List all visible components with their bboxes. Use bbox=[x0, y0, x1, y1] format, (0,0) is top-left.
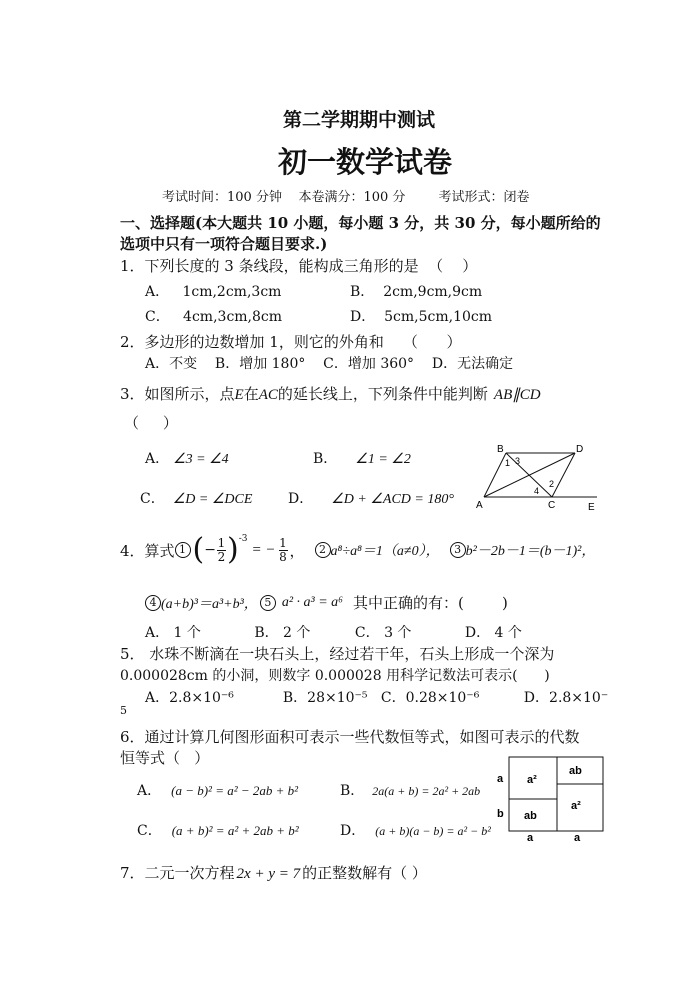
q5-options: A．2.8×10⁻⁶ B．28×10⁻⁵ C．0.28×10⁻⁶ D．2.8×10⁻ bbox=[145, 690, 609, 706]
exam-subtitle: 第二学期期中测试 bbox=[283, 109, 436, 131]
angle-4: 4 bbox=[534, 486, 540, 496]
line-dc bbox=[552, 453, 575, 497]
q1-option-d: D． 5cm,5cm,10cm bbox=[350, 309, 493, 325]
cell-a2-right: a² bbox=[571, 800, 581, 812]
cell-ab-top: ab bbox=[569, 765, 582, 777]
q6-line2: 恒等式（ ） bbox=[120, 749, 210, 767]
cell-a2-top: a² bbox=[527, 774, 537, 786]
q6-option-d: D． (a + b)(a − b) = a² − b² bbox=[340, 823, 491, 839]
q6-option-b: B． 2a(a + b) = 2a² + 2ab bbox=[340, 783, 481, 799]
circle-1: 1 bbox=[175, 542, 191, 558]
circle-5: 5 bbox=[260, 595, 276, 611]
q6-line1: 6．通过计算几何图形面积可表示一些代数恒等式，如图可表示的代数 bbox=[120, 728, 580, 746]
q4-stem-line2: 4 (a+b)³＝a³+b³， 5 a² · a³ = a⁶ 其中正确的有：( ) bbox=[145, 592, 508, 613]
q3-option-b: B． ∠1 = ∠2 bbox=[313, 451, 411, 467]
q3-parallelogram-figure bbox=[472, 440, 602, 516]
exam-title: 初一数学试卷 bbox=[278, 145, 453, 179]
side-a: a bbox=[497, 773, 504, 785]
q5-wrap: 5 bbox=[120, 704, 127, 717]
label-d: D bbox=[576, 444, 584, 455]
q6-option-a: A． (a − b)² = a² − 2ab + b² bbox=[137, 783, 299, 799]
label-c: C bbox=[548, 500, 556, 511]
section-heading-line2: 选项中只有一项符合题目要求.) bbox=[120, 235, 328, 253]
section-heading-line1: 一、选择题(本大题共 10 小题，每小题 3 分，共 30 分，每小题所给的 bbox=[120, 214, 601, 232]
q3-option-c: C． ∠D = ∠DCE bbox=[140, 491, 253, 507]
q4-options: A． 1 个 B． 2 个 C． 3 个 D． 4 个 bbox=[145, 625, 522, 641]
line-ab bbox=[484, 453, 506, 497]
q3-option-d: D． ∠D + ∠ACD = 180° bbox=[288, 491, 454, 507]
q1-option-b: B． 2cm,9cm,9cm bbox=[350, 284, 483, 300]
bottom-a-2: a bbox=[574, 832, 581, 844]
circle-2: 2 bbox=[315, 542, 331, 558]
line-ad bbox=[484, 453, 575, 497]
circle-3: 3 bbox=[450, 542, 466, 558]
angle-1: 1 bbox=[505, 458, 511, 468]
cell-ab-bottom: ab bbox=[524, 810, 537, 822]
circle-4: 4 bbox=[145, 595, 161, 611]
q5-line1: 5． 水珠不断滴在一块石头上，经过若干年，石头上形成一个深为 bbox=[120, 645, 555, 663]
q3-paren: （ ） bbox=[124, 414, 178, 432]
q1-option-c: C． 4cm,3cm,8cm bbox=[145, 309, 283, 325]
q5-line2: 0.000028cm 的小洞，则数字 0.000028 用科学记数法可表示( ) bbox=[120, 668, 550, 684]
q3-option-a: A． ∠3 = ∠4 bbox=[145, 451, 229, 467]
angle-2: 2 bbox=[549, 479, 555, 489]
bottom-a-1: a bbox=[527, 832, 534, 844]
q1-option-a: A． 1cm,2cm,3cm bbox=[145, 284, 282, 300]
q4-stem: 4．算式 1 ( − 1 2 ) -3 = − 1 8 ， 2 a⁸÷a⁸＝1（a≠0）， 3 b²－2b－1＝(b－1)²， bbox=[120, 532, 596, 567]
q2-options: A．不变 B．增加 180° C．增加 360° D．无法确定 bbox=[145, 356, 514, 372]
label-a: A bbox=[476, 500, 483, 511]
label-b: B bbox=[497, 444, 504, 455]
exam-info: 考试时间：100 分钟 本卷满分：100 分 考试形式：闭卷 bbox=[162, 190, 530, 205]
q6-area-figure bbox=[494, 754, 606, 850]
q2-stem: 2．多边形的边数增加 1，则它的外角和 （ ） bbox=[120, 333, 462, 351]
q3-stem: 3．如图所示，点E在AC的延长线上，下列条件中能判断 AB∥CD bbox=[120, 385, 541, 403]
label-e: E bbox=[588, 502, 595, 513]
q1-stem: 1．下列长度的 3 条线段，能构成三角形的是 （ ） bbox=[120, 257, 478, 275]
q7-stem: 7．二元一次方程 2x + y = 7 的正整数解有（ ） bbox=[120, 864, 427, 882]
angle-3: 3 bbox=[515, 456, 521, 466]
side-b: b bbox=[497, 808, 504, 820]
q6-option-c: C． (a + b)² = a² + 2ab + b² bbox=[137, 823, 299, 839]
